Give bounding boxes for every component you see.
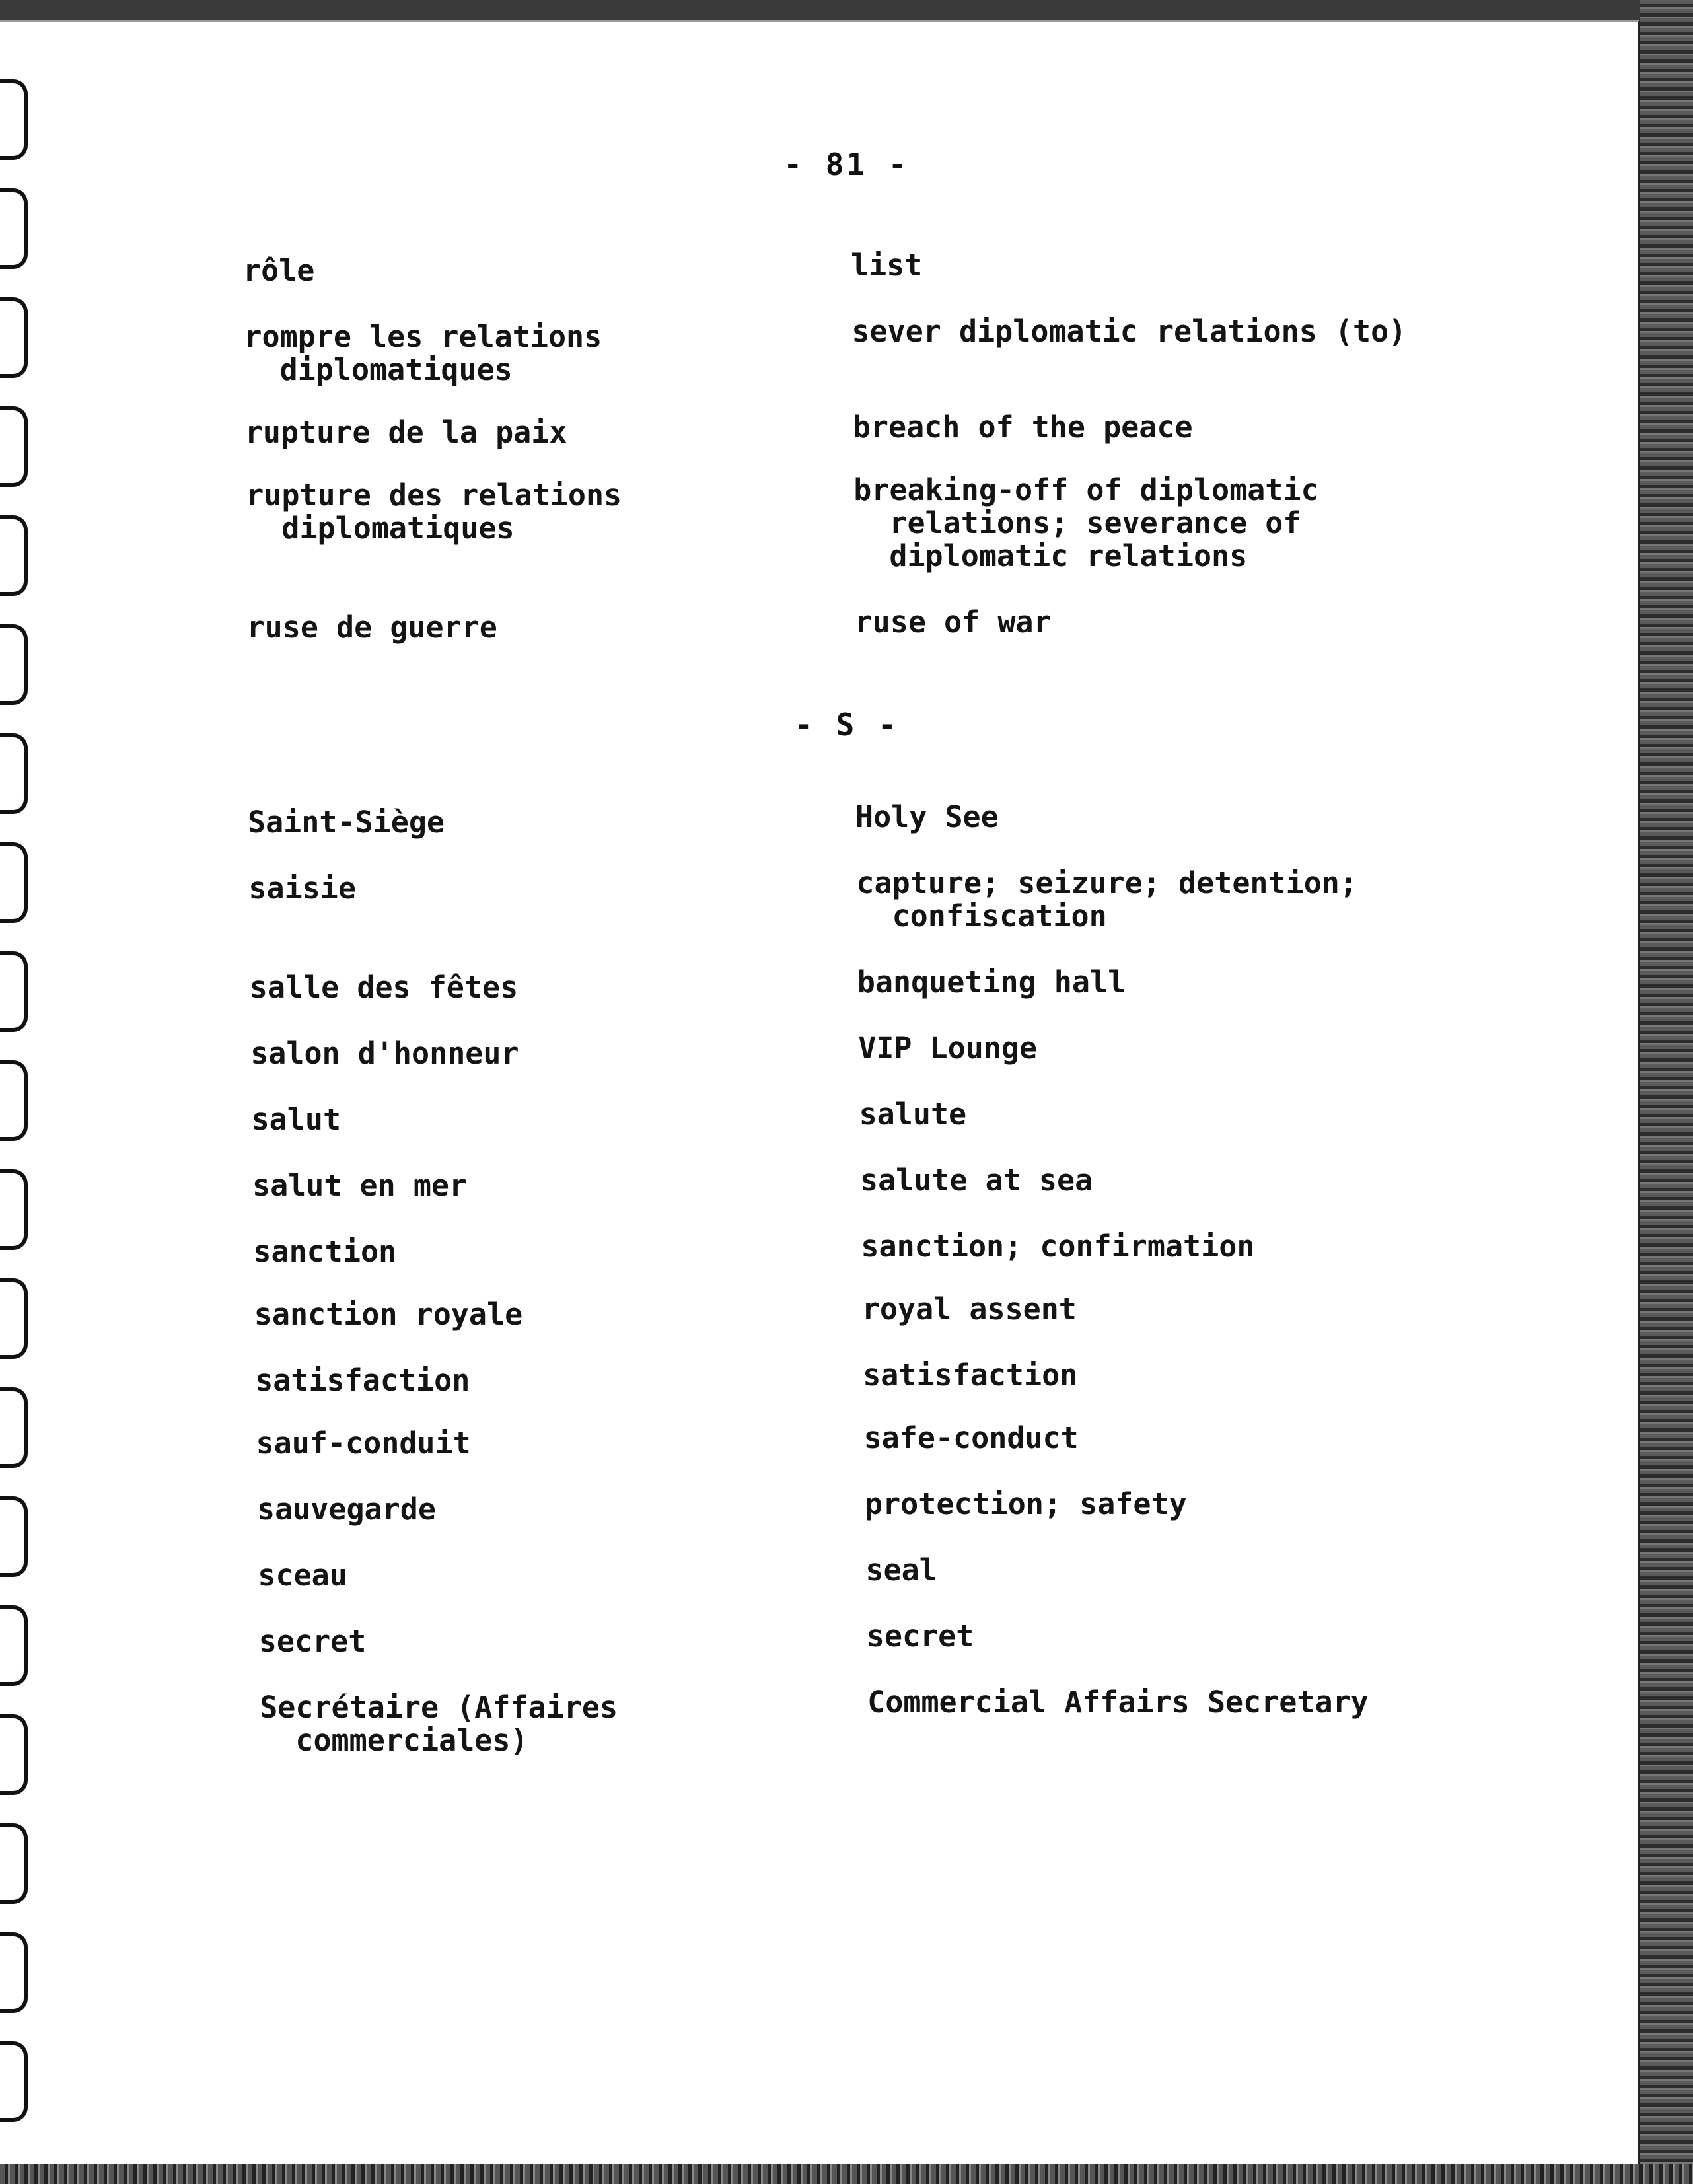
entry-term: rupture des relations diplomatiques <box>246 478 622 546</box>
entry-translation: seal <box>865 1552 937 1587</box>
entry-translation: banqueting hall <box>857 965 1126 1000</box>
entry-translation: protection; safety <box>865 1486 1187 1521</box>
section-heading: - S - <box>794 707 899 743</box>
entry-term: satisfaction <box>255 1363 470 1398</box>
entry-term: secret <box>258 1624 367 1659</box>
entry-term: sanction royale <box>254 1297 523 1332</box>
entry-translation: Commercial Affairs Secretary <box>867 1685 1369 1720</box>
entry-term: sauf-conduit <box>256 1426 471 1461</box>
entry-translation: breaking-off of diplomatic relations; severance of diplomatic relations <box>853 472 1319 573</box>
entry-translation: sanction; confirmation <box>861 1229 1255 1264</box>
entry-translation: list <box>851 248 923 283</box>
page-number: - 81 - <box>783 147 910 182</box>
entry-translation: salute at sea <box>860 1163 1093 1198</box>
entry-translation: sever diplomatic relations (to) <box>851 314 1407 349</box>
entry-term: Saint-Siège <box>248 805 445 840</box>
entry-translation: breach of the peace <box>852 410 1193 445</box>
entry-term: salut <box>251 1102 342 1137</box>
entry-term: salut en mer <box>252 1168 468 1203</box>
entry-term: Secrétaire (Affaires commerciales) <box>260 1690 618 1758</box>
entry-translation: capture; seizure; detention; confiscation <box>856 865 1357 933</box>
entry-translation: safe-conduct <box>863 1420 1079 1455</box>
entry-term: saisie <box>248 871 356 906</box>
entry-term: sauvegarde <box>257 1492 436 1527</box>
entry-translation: royal assent <box>861 1292 1077 1327</box>
entry-translation: salute <box>859 1097 967 1132</box>
entry-term: rompre les relations diplomatiques <box>244 319 602 387</box>
entry-term: sceau <box>258 1558 347 1593</box>
entry-translation: VIP Lounge <box>858 1031 1038 1066</box>
entry-term: rôle <box>243 253 315 288</box>
entry-term: salle des fêtes <box>249 970 519 1005</box>
entry-term: rupture de la paix <box>244 415 567 450</box>
entry-translation: ruse of war <box>854 604 1052 639</box>
entry-term: ruse de guerre <box>246 610 497 645</box>
entry-translation: Holy See <box>855 799 999 834</box>
entry-term: sanction <box>253 1234 397 1269</box>
entry-translation: secret <box>866 1619 974 1654</box>
entry-translation: satisfaction <box>863 1358 1078 1393</box>
entry-term: salon d'honneur <box>250 1036 519 1071</box>
